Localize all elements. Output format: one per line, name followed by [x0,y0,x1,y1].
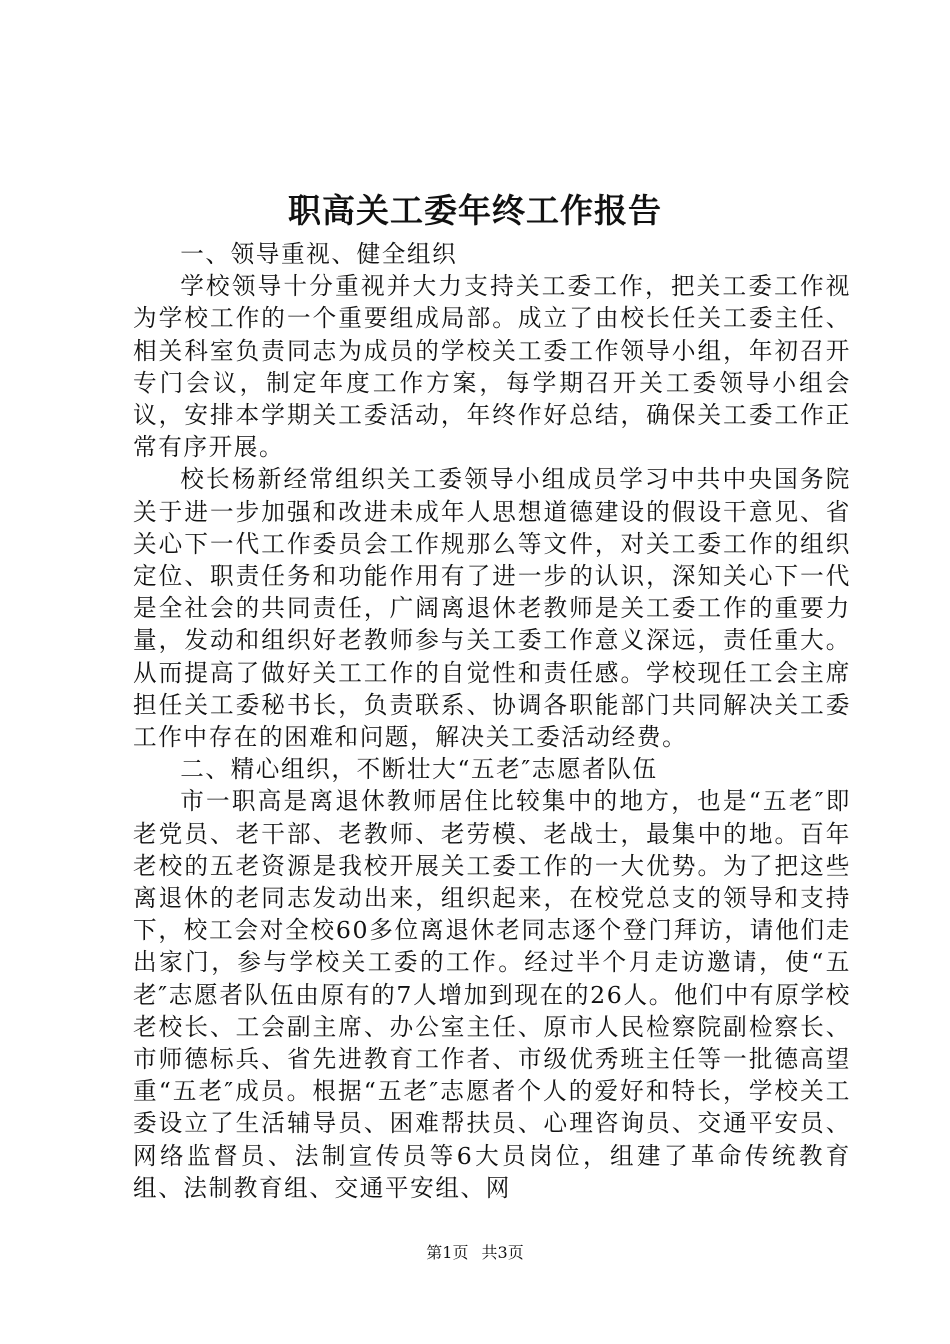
document-body [133,238,851,1204]
section-heading-2: 二、精心组织，不断壮大“五老″志愿者队伍 [180,755,658,784]
document-title: 职高关工委年终工作报告 [288,191,662,230]
paragraph: 学校领导十分重视并大力支持关工委工作，把关工委工作视为学校工作的一个重要组成局部。成立了由校长任关工委主任、相关科室负责同志为成员的学校关工委工作领导小组，年初召开专门会议，制定年度工作方案，每学期召开关工委领导小组会议，安排本学期关工委活动，年终作好总结，确保关工委工作正常有序开展。 [133,272,851,462]
paragraph: 市一职高是离退休教师居住比较集中的地方，也是“五老″即老党员、老干部、老教师、老劳模、老战士，最集中的地。百年老校的五老资源是我校开展关工委工作的一大优势。为了把这些离退休的老同志发动出来，组织起来，在校党总支的领导和支持下，校工会对全校60多位离退休老同志逐个登门拜访，请他们走出家门，参与学校关工委的工作。经过半个月走访邀请，使“五老″志愿者队伍由原有的7人增加到现在的26人。他们中有原学校老校长、工会副主席、办公室主任、原市人民检察院副检察长、市师德标兵、省先进教育工作者、市级优秀班主任等一批德高望重“五老″成员。根据“五老″志愿者个人的爱好和特长，学校关工委设立了生活辅导员、困难帮扶员、心理咨询员、交通平安员、网络监督员、法制宣传员等6大员岗位，组建了革命传统教育组、法制教育组、交通平安组、网 [133,787,851,1202]
section-heading-1: 一、领导重视、健全组织 [180,240,458,268]
page-footer [0,1241,950,1265]
page-total: 共3页 [481,1243,524,1262]
page-number: 第1页 [426,1243,469,1262]
paragraph: 校长杨新经常组织关工委领导小组成员学习中共中央国务院关于进一步加强和改进未成年人思想道德建设的假设干意见、省关心下一代工作委员会工作规那么等文件，对关工委工作的组织定位、职责任务和功能作用有了进一步的认识，深知关心下一代是全社会的共同责任，广阔离退休老教师是关工委工作的重要力量，发动和组织好老教师参与关工委工作意义深远，责任重大。从而提高了做好关工工作的自觉性和责任感。学校现任工会主席担任关工委秘书长，负责联系、协调各职能部门共同解决关工委工作中存在的困难和问题，解决关工委活动经费。 [133,465,851,752]
